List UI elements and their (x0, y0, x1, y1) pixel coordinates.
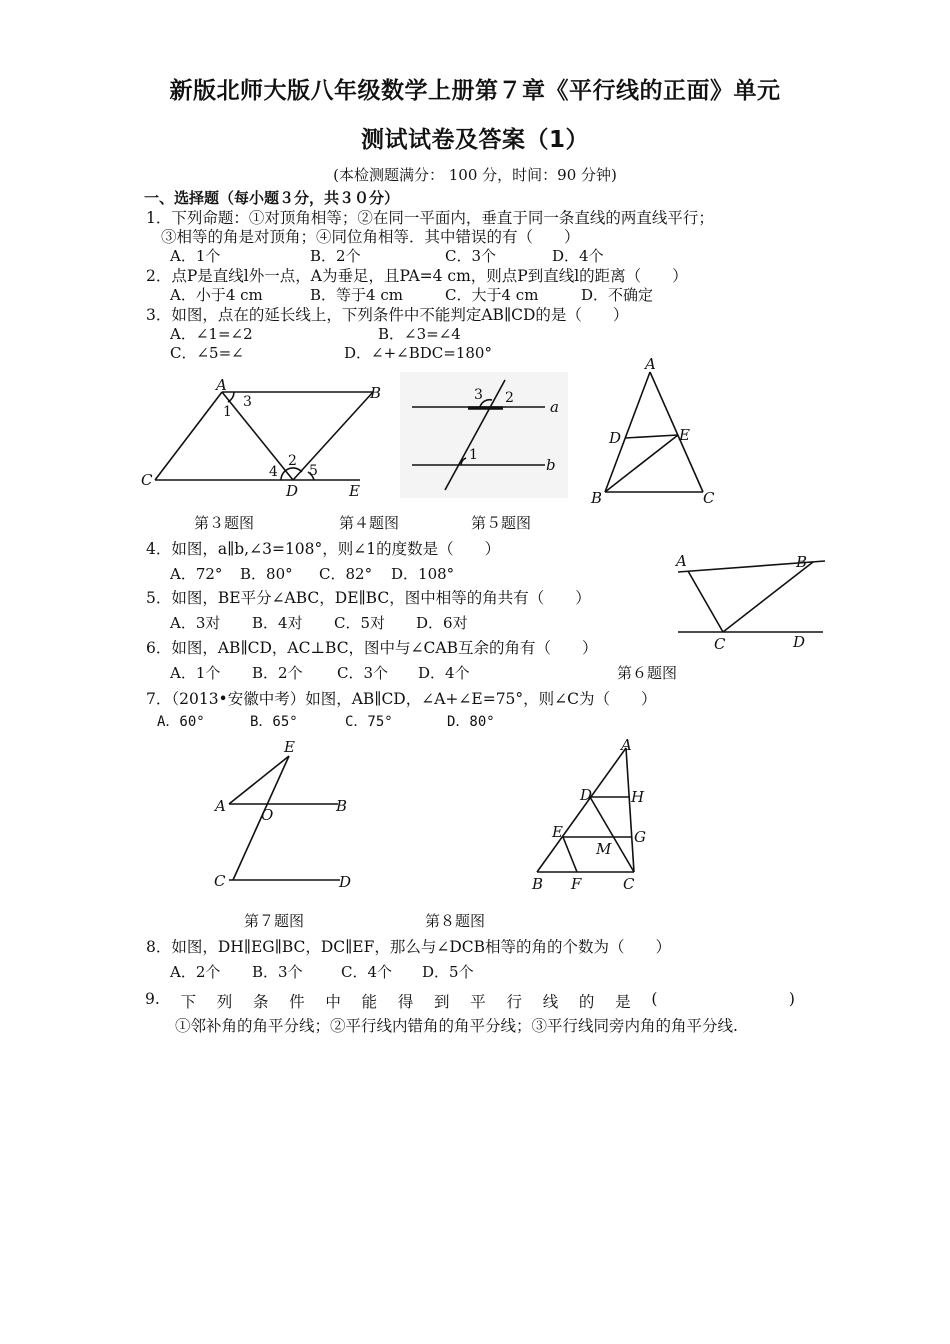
q9-char: 件 (289, 993, 305, 1011)
q7-option-d: D．80° (447, 714, 495, 730)
q9-char: 行 (506, 993, 522, 1011)
q5-option-c: C．5对 (334, 614, 386, 632)
fig8-label-a: A (621, 736, 632, 754)
fig6-label-d: D (793, 633, 806, 651)
fig5-label-d: D (609, 429, 622, 447)
q7-stem: 7．（2013•安徽中考）如图，AB∥CD，∠A+∠E=75°，则∠C为（ ） (146, 690, 657, 708)
q9-char: 的 (578, 993, 595, 1011)
q4-option-c: C．82° (319, 565, 373, 583)
q5-option-d: D．6对 (416, 614, 468, 632)
fig3-angle-2: 2 (288, 453, 297, 469)
q9-char: 能 (361, 993, 378, 1011)
q3-option-c: C．∠5=∠ (170, 344, 244, 362)
q9-char: 平 (470, 993, 486, 1011)
q2-option-b: B．等于4 cm (310, 286, 403, 304)
q8-option-d: D．5个 (422, 963, 474, 981)
q5-option-a: A．3对 (170, 614, 221, 632)
fig7-label-c: C (214, 872, 226, 890)
q9-stem (145, 990, 795, 1012)
page-title: 新版北师大版八年级数学上册第７章《平行线的正面》单元 (169, 78, 781, 104)
q3-stem: 3．如图，点在的延长线上，下列条件中不能判定AB∥CD的是（ ） (146, 306, 629, 324)
fig3-angle-1: 1 (223, 404, 232, 420)
figure-5 (585, 355, 725, 507)
fig3-angle-4: 4 (269, 464, 278, 480)
page-title-line2: 测试试卷及答案（1） (360, 127, 589, 153)
q3-option-b: B．∠3=∠4 (378, 325, 461, 343)
q1-stem: 1．下列命题：①对顶角相等；②在同一平面内，垂直于同一条直线的两直线平行； (146, 209, 714, 227)
q1-option-b: B．2个 (310, 247, 361, 265)
fig3-label-e: E (349, 482, 360, 500)
q9-char: 下 (180, 993, 197, 1011)
fig4-angle-3: 3 (474, 387, 483, 403)
fig4-caption: 第４题图 (339, 514, 400, 532)
q2-stem: 2．点P是直线l外一点，A为垂足，且PA=4 cm，则点P到直线l的距离（ ） (146, 267, 688, 285)
fig5-label-c: C (703, 489, 715, 507)
q1-option-d: D．4个 (552, 247, 604, 265)
q6-option-b: B．2个 (252, 664, 303, 682)
q9-char: 线 (542, 993, 559, 1011)
fig3-caption: 第３题图 (194, 514, 255, 532)
fig5-label-b: B (591, 489, 603, 507)
fig8-label-f: F (571, 875, 582, 893)
q3-option-d: D．∠+∠BDC=180° (344, 344, 492, 362)
fig7-label-b: B (336, 797, 348, 815)
fig5-label-a: A (645, 355, 656, 373)
figure-4 (400, 372, 570, 500)
q9-char: 列 (216, 993, 233, 1011)
q9-char: 到 (434, 993, 450, 1011)
fig3-label-c: C (141, 471, 153, 489)
q6-option-d: D．4个 (418, 664, 470, 682)
fig8-label-e: E (552, 823, 563, 841)
q9-char: ) (788, 990, 795, 1008)
q9-char: 中 (325, 993, 341, 1011)
fig6-label-b: B (796, 553, 808, 571)
q3-option-a: A．∠1=∠2 (170, 325, 253, 343)
q7-option-b: B．65° (250, 714, 298, 730)
fig4-line-a: a (550, 398, 559, 416)
fig8-caption: 第８题图 (425, 912, 486, 930)
q2-option-a: A．小于4 cm (170, 286, 263, 304)
q4-option-b: B．80° (240, 565, 293, 583)
section-heading: 一、选择题（每小题３分，共３０分） (144, 189, 400, 207)
q8-option-a: A．2个 (170, 963, 221, 981)
q7-option-a: A．60° (157, 714, 205, 730)
q6-option-c: C．3个 (337, 664, 389, 682)
q4-option-d: D．108° (391, 565, 455, 583)
q1-stem-cont: ③相等的角是对顶角；④同位角相等．其中错误的有（ ） (161, 228, 580, 246)
fig3-label-a: A (216, 376, 227, 394)
fig5-caption: 第５题图 (471, 514, 532, 532)
fig7-label-a: A (215, 797, 226, 815)
fig7-label-o: O (261, 806, 274, 824)
fig8-label-g: G (634, 828, 646, 846)
q8-option-b: B．3个 (252, 963, 303, 981)
q9-char: ( (651, 990, 658, 1008)
q2-option-c: C．大于4 cm (445, 286, 539, 304)
fig8-label-h: H (631, 788, 645, 806)
fig4-angle-1: 1 (469, 447, 478, 463)
fig5-label-e: E (679, 426, 690, 444)
figure-7 (205, 734, 365, 894)
fig8-label-c: C (623, 875, 635, 893)
q4-option-a: A．72° (170, 565, 223, 583)
fig6-label-c: C (714, 635, 726, 653)
fig8-label-b: B (532, 875, 544, 893)
fig7-caption: 第７题图 (244, 912, 305, 930)
q9-char: 得 (397, 993, 414, 1011)
q8-stem: 8．如图，DH∥EG∥BC，DC∥EF，那么与∠DCB相等的角的个数为（ ） (146, 938, 672, 956)
figure-3 (138, 372, 388, 502)
q9-char: 条 (252, 993, 269, 1011)
q7-option-c: C．75° (345, 714, 393, 730)
fig6-label-a: A (676, 552, 687, 570)
fig7-label-d: D (339, 873, 352, 891)
fig3-angle-5: 5 (309, 463, 318, 479)
q4-stem: 4．如图，a∥b,∠3=108°，则∠1的度数是（ ） (146, 540, 501, 558)
fig4-line-b: b (546, 456, 556, 474)
q5-stem: 5．如图，BE平分∠ABC，DE∥BC，图中相等的角共有（ ） (146, 589, 591, 607)
q9-char: 9. (145, 990, 160, 1008)
q5-option-b: B．4对 (252, 614, 303, 632)
fig3-label-d: D (286, 482, 299, 500)
fig8-label-m: M (596, 840, 612, 858)
q8-option-c: C．4个 (341, 963, 393, 981)
fig3-angle-3: 3 (243, 394, 252, 410)
q6-stem: 6．如图，AB∥CD，AC⊥BC，图中与∠CAB互余的角有（ ） (146, 639, 598, 657)
q1-option-a: A．1个 (170, 247, 221, 265)
figure-6 (668, 548, 830, 656)
fig3-label-b: B (370, 384, 382, 402)
q9-char: 是 (615, 993, 631, 1011)
q6-option-a: A．1个 (170, 664, 221, 682)
score-time-note: (本检测题满分： 100 分，时间：90 分钟) (333, 166, 617, 184)
fig6-caption: 第６题图 (617, 664, 678, 682)
q1-option-c: C．3个 (445, 247, 497, 265)
fig8-label-d: D (580, 786, 593, 804)
figure-8 (522, 734, 662, 896)
q2-option-d: D．不确定 (581, 286, 654, 304)
fig4-angle-2: 2 (505, 390, 514, 406)
q9-line2: ①邻补角的角平分线；②平行线内错角的角平分线；③平行线同旁内角的角平分线. (175, 1017, 738, 1035)
fig7-label-e: E (284, 738, 295, 756)
